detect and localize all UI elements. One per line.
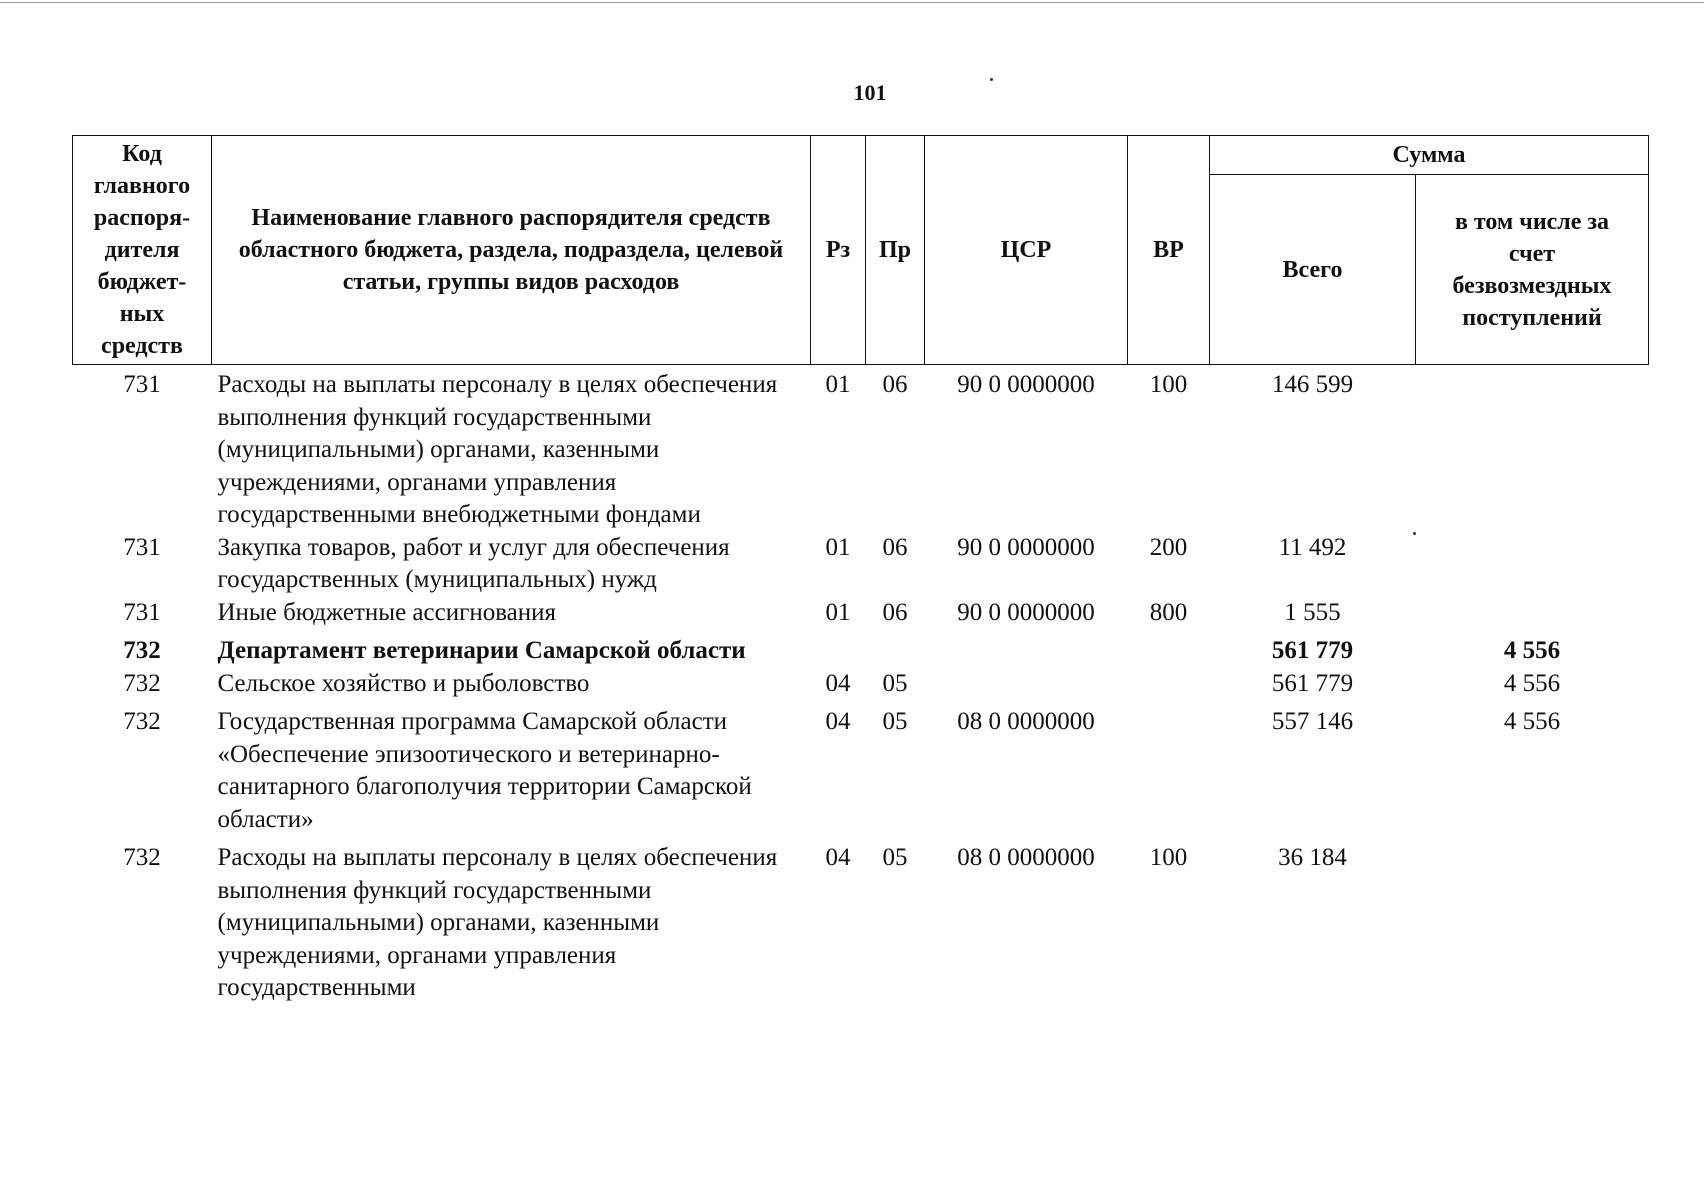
table-row <box>73 700 1649 836</box>
cell-pr: 06 <box>882 371 908 398</box>
cell-rz <box>811 629 866 668</box>
cell-vr: 100 <box>1149 371 1188 398</box>
cell-vr <box>1128 668 1210 701</box>
cell-total: 561 779 <box>1271 637 1354 664</box>
cell-total: 561 779 <box>1271 669 1354 697</box>
cell-free: 4 556 <box>1503 669 1561 697</box>
cell-rz: 04 <box>825 669 851 697</box>
cell-pr: 05 <box>882 708 908 735</box>
cell-pr <box>866 629 925 668</box>
cell-vr <box>1128 700 1210 836</box>
header-rz: Рз <box>811 136 866 365</box>
header-name: Наименование главного распорядителя средств областного бюджета, раздела, подраздела, целевой статьи, группы видов расходов <box>212 136 811 365</box>
cell-total: 11 492 <box>1278 533 1347 561</box>
cell-code: 732 <box>123 708 161 735</box>
cell-code: 732 <box>123 844 161 871</box>
cell-code: 731 <box>123 371 161 398</box>
cell-free <box>1416 597 1649 630</box>
cell-csr: 08 0 0000000 <box>957 844 1095 871</box>
cell-free: 4 556 <box>1503 708 1561 735</box>
cell-name: Государственная программа Самарской области «Обеспечение эпизоотического и ветеринарно-санитарного благополучия территории Самарской области» <box>217 708 752 833</box>
cell-total: 146 599 <box>1271 371 1354 398</box>
cell-csr: 90 0 0000000 <box>957 598 1095 626</box>
cell-name: Закупка товаров, работ и услуг для обеспечения государственных (муниципальных) нужд <box>217 533 730 593</box>
cell-csr: 90 0 0000000 <box>957 533 1095 561</box>
cell-name: Расходы на выплаты персоналу в целях обеспечения выполнения функций государственными (муниципальными) органами, казенными учреждениями, органами управления государственными внебюджетными фондами <box>217 371 778 528</box>
cell-csr <box>925 629 1128 668</box>
cell-total: 36 184 <box>1278 844 1347 871</box>
cell-vr <box>1128 629 1210 668</box>
cell-pr: 06 <box>882 533 908 561</box>
cell-free <box>1416 836 1649 1005</box>
page-number: 101 <box>853 80 887 105</box>
cell-free: 4 556 <box>1503 637 1561 664</box>
header-csr: ЦСР <box>925 136 1128 365</box>
cell-vr: 200 <box>1149 533 1188 561</box>
header-total: Всего <box>1210 175 1416 365</box>
cell-pr: 06 <box>882 598 908 626</box>
scan-top-rule <box>0 2 1704 3</box>
header-free: в том числе за счет безвозмездных поступлений <box>1416 175 1649 365</box>
header-vr: ВР <box>1128 136 1210 365</box>
cell-rz: 04 <box>825 708 851 735</box>
cell-name: Расходы на выплаты персоналу в целях обеспечения выполнения функций государственными (муниципальными) органами, казенными учреждениями, органами управления государственными <box>217 844 778 1001</box>
table-row <box>73 597 1649 630</box>
table-row <box>73 836 1649 1005</box>
cell-total: 1 555 <box>1284 598 1341 626</box>
cell-vr: 800 <box>1149 598 1188 626</box>
cell-pr: 05 <box>882 844 908 871</box>
table-row <box>73 365 1649 532</box>
cell-pr: 05 <box>882 669 908 697</box>
table-row <box>73 629 1649 668</box>
cell-csr: 90 0 0000000 <box>957 371 1095 398</box>
cell-rz: 04 <box>825 844 851 871</box>
cell-vr: 100 <box>1149 844 1188 871</box>
header-sum: Сумма <box>1210 136 1649 175</box>
budget-table <box>72 135 1649 1005</box>
table-row <box>73 668 1649 701</box>
cell-total: 557 146 <box>1271 708 1354 735</box>
header-code: Код главного распоря-дителя бюджет-ных средств <box>73 136 212 365</box>
table-body <box>73 365 1649 1005</box>
cell-free <box>1416 365 1649 532</box>
cell-name: Иные бюджетные ассигнования <box>217 598 557 626</box>
cell-rz: 01 <box>825 533 851 561</box>
cell-name: Сельское хозяйство и рыболовство <box>217 669 590 697</box>
cell-free <box>1416 532 1649 597</box>
cell-code: 731 <box>123 533 161 561</box>
cell-csr: 08 0 0000000 <box>957 708 1095 735</box>
cell-rz: 01 <box>825 371 851 398</box>
cell-code: 731 <box>123 598 161 626</box>
cell-csr <box>925 668 1128 701</box>
cell-code: 732 <box>123 637 161 664</box>
header-pr: Пр <box>866 136 925 365</box>
table-row <box>73 532 1649 597</box>
cell-rz: 01 <box>825 598 851 626</box>
cell-name: Департамент ветеринарии Самарской области <box>217 637 746 664</box>
cell-code: 732 <box>123 669 161 697</box>
